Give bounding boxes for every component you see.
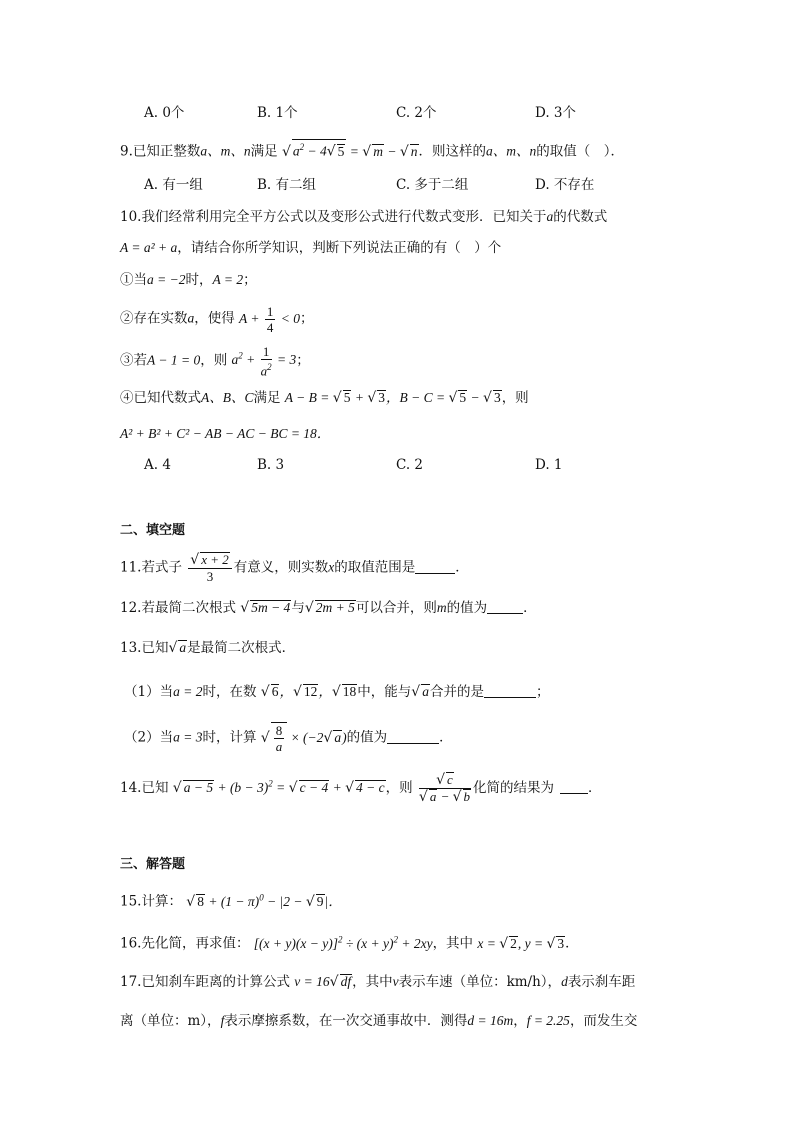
q14-fraction: $\frac{√ c}{√ a - √ b}$ <box>418 772 471 805</box>
section-title-fill-blank: 二、填空题 <box>120 523 186 538</box>
question-12: 12.若最简二次根式 √ 5m − 4与√ 2m + 5可以合并，则m的值为 ． <box>120 600 537 616</box>
q8-option-b: B. 1个 <box>257 105 298 121</box>
q8-option-a: A. 0个 <box>144 105 185 121</box>
question-17: 17.已知刹车距离的计算公式 v = 16√ df，其中v表示车速（单位：km/h），d表示刹车距 <box>120 974 636 990</box>
question-11: 11.若式子 $\frac{√ x + 2}{3}$ 有意义，则实数x的取值范围是 ． <box>120 552 469 584</box>
q9-option-a: A. 有一组 <box>144 177 203 193</box>
question-13: 13.已知√ a是最简二次根式． <box>120 640 296 656</box>
q10-option-c: C. 2 <box>396 457 424 473</box>
q9-number: 9. <box>120 143 133 160</box>
q10-line-2: A = a² + a，请结合你所学知识，判断下列说法正确的有（ ）个 <box>120 240 502 256</box>
q10-option-a: A. 4 <box>144 457 171 473</box>
question-16: 16.先化简，再求值： $[(x + y)(x - y)]^2 \div (x + y)^2 + 2xy$，其中 x = √ 2, y = √ 3． <box>120 934 579 952</box>
q10-statement-3: ③若A − 1 = 0，则 $a^2$ + $\frac{1}{a^2}$ = 3； <box>120 344 310 379</box>
q13-part-2: （2）当a = 3时，计算 √ $\frac{8}{a}$ × (−2√ a)的值为 ． <box>124 723 453 754</box>
q10-s3-equation: $a^2$ + $\frac{1}{a^2}$ = 3 <box>231 344 297 379</box>
q10-statement-4: ④已知代数式A、B、C满足 A − B = √ 5 + √ 3，B − C = √ 5 − √ 3，则 <box>120 390 529 406</box>
q11-answer-blank[interactable] <box>415 559 455 574</box>
q8-option-c: C. 2个 <box>396 105 437 121</box>
question-14: 14.已知 √ $a - 5 + (b - 3)^2$ = √ c − 4 + √ 4 − c，则 $\frac{√ c}{√ a - √ b}$ 化简的结果为 ． <box>120 772 602 805</box>
q9-equation: √ $a^2 - 4√$ 5 = √ m − √ n <box>282 144 419 159</box>
q17-line-2: 离（单位：m），f表示摩擦系数，在一次交通事故中．测得d = 16m，f = 2.25，而发生交 <box>120 1013 638 1029</box>
question-15: 15.计算： √ $8 + (1 - \pi)^0 - |2$ − √ 9|． <box>120 892 342 910</box>
question-9: 9.已知正整数a、m、n满足 √ $a^2 - 4√$ 5 = √ m − √ n．则这样的a、m、n的取值（ ）． <box>120 139 624 162</box>
q9-option-d: D. 不存在 <box>535 177 595 193</box>
q14-answer-blank[interactable] <box>560 779 588 794</box>
q13-part-1: （1）当a = 2时，在数 √ 6，√ 12，√ 18中，能与√ a合并的是 ； <box>124 684 550 700</box>
q13-part1-blank[interactable] <box>484 683 536 698</box>
q10-option-b: B. 3 <box>257 457 285 473</box>
q10-statement-4-line-2: A² + B² + C² − AB − AC − BC = 18． <box>120 426 331 441</box>
q13-part2-blank[interactable] <box>387 729 439 744</box>
q9-option-c: C. 多于二组 <box>396 177 469 193</box>
question-10: 10.我们经常利用完全平方公式以及变形公式进行代数式变形．已知关于a的代数式 <box>120 209 608 225</box>
section-title-solve: 三、解答题 <box>120 857 186 872</box>
q12-answer-blank[interactable] <box>487 599 523 614</box>
q10-statement-2: ②存在实数a，使得 A + $\frac{1}{4}$ < 0； <box>120 304 314 335</box>
q8-option-d: D. 3个 <box>535 105 577 121</box>
q10-s2-inequality: A + $\frac{1}{4}$ < 0 <box>239 304 301 335</box>
q11-fraction: $\frac{√ x + 2}{3}$ <box>188 552 231 584</box>
q9-option-b: B. 有二组 <box>257 177 317 193</box>
q10-option-d: D. 1 <box>535 457 563 473</box>
q10-statement-1: ①当a = −2时，A = 2； <box>120 272 257 288</box>
q10-s4-conditions: A − B = √ 5 + √ 3，B − C = √ 5 − √ 3 <box>284 390 501 406</box>
